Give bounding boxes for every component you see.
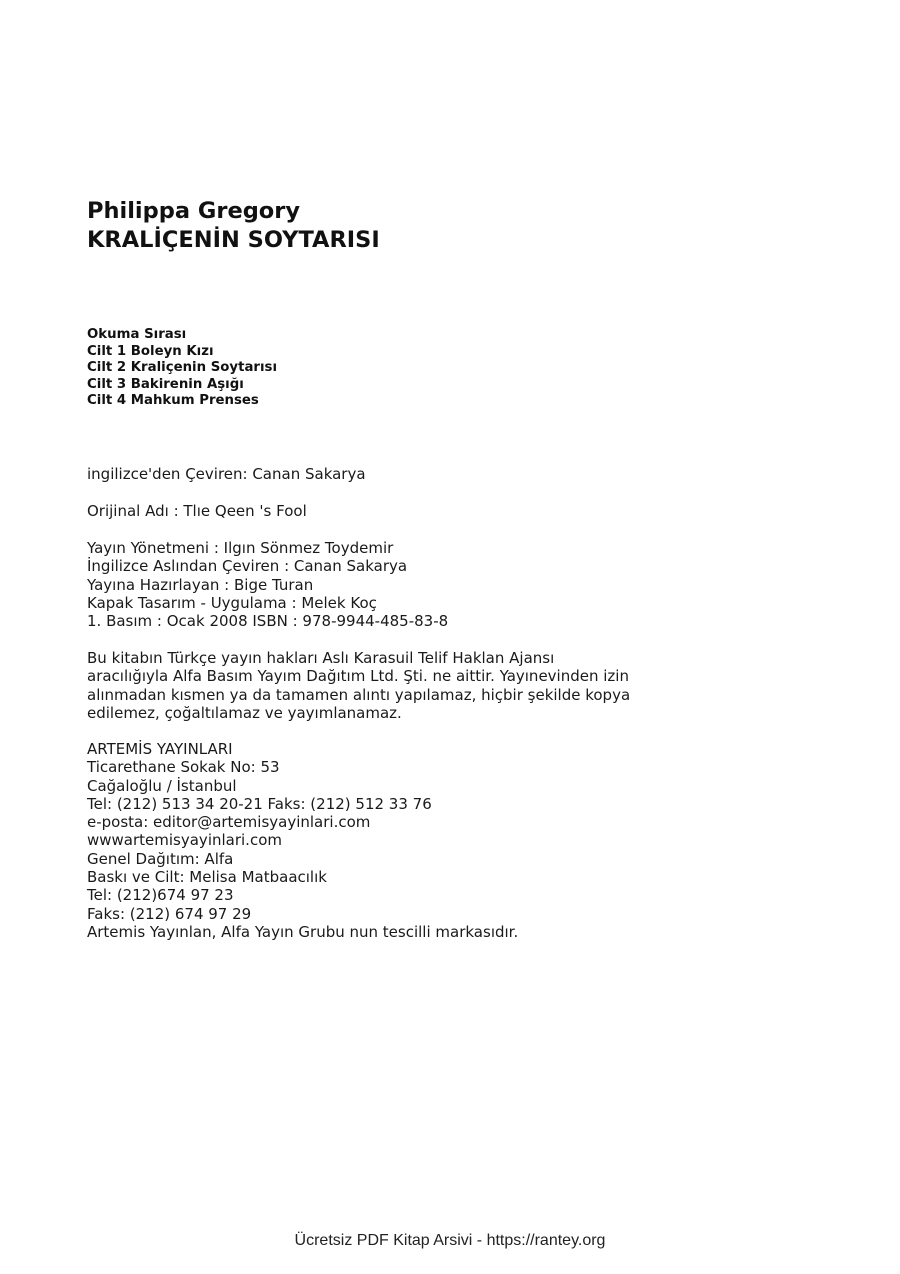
original-title-line: Orijinal Adı : Tlıe Qeen 's Fool [87,502,307,520]
book-title: KRALİÇENİN SOYTARISI [87,227,380,253]
distribution-line: Genel Dağıtım: Alfa [87,849,234,868]
translator-line: ingilizce'den Çeviren: Canan Sakarya [87,465,366,483]
reading-order-heading: Okuma Sırası [87,327,187,342]
reading-order-item: Cilt 2 Kraliçenin Soytarısı [87,360,278,376]
translator-line-block [87,465,366,483]
publisher-website: wwwartemisyayinlari.com [87,831,282,850]
original-title-block [87,502,307,520]
publisher-address: Ticarethane Sokak No: 53 [87,758,280,777]
reading-order-item: Cilt 1 Boleyn Kızı [87,343,214,359]
rights-line: aracılığıyla Alfa Basım Yayım Dağıtım Ltd. Şti. ne aittir. Yayınevinden izin [87,667,629,686]
credit-line: Yayına Hazırlayan : Bige Turan [87,575,314,594]
printing-line: Baskı ve Cilt: Melisa Matbaacılık [87,868,327,887]
footer-watermark: Ücretsiz PDF Kitap Arsivi - https://rantey.org [294,1232,606,1249]
reading-order-item: Cilt 3 Bakirenin Aşığı [87,376,244,392]
credit-line: 1. Basım : Ocak 2008 ISBN : 978-9944-485-83-8 [87,612,449,631]
rights-paragraph [87,649,630,722]
credits-block [87,539,448,630]
publisher-email: e-posta: editor@artemisyayinlari.com [87,813,371,832]
title-block [87,197,380,255]
reading-order-list [87,327,277,410]
trademark-line: Artemis Yayınlan, Alfa Yayın Grubu nun tescilli markasıdır. [87,922,519,941]
reading-order-item: Cilt 4 Mahkum Prenses [87,393,259,409]
printer-phone: Tel: (212)674 97 23 [87,886,234,905]
rights-line: alınmadan kısmen ya da tamamen alıntı yapılamaz, hiçbir şekilde kopya [87,685,631,704]
publisher-city: Cağaloğlu / İstanbul [87,776,237,795]
printer-fax: Faks: (212) 674 97 29 [87,904,252,923]
rights-line: edilemez, çoğaltılamaz ve yayımlanamaz. [87,703,402,722]
credit-line: İngilizce Aslından Çeviren : Canan Sakarya [87,557,408,576]
rights-line: Bu kitabın Türkçe yayın hakları Aslı Karasuil Telif Haklan Ajansı [87,649,555,667]
credit-line: Kapak Tasarım - Uygulama : Melek Koç [87,593,377,612]
credit-line: Yayın Yönetmeni : Ilgın Sönmez Toydemir [87,539,394,557]
publisher-name: ARTEMİS YAYINLARI [87,740,233,758]
author-name: Philippa Gregory [87,198,301,224]
publisher-info-block [87,740,518,941]
publisher-phone: Tel: (212) 513 34 20-21 Faks: (212) 512 33 76 [87,794,432,813]
